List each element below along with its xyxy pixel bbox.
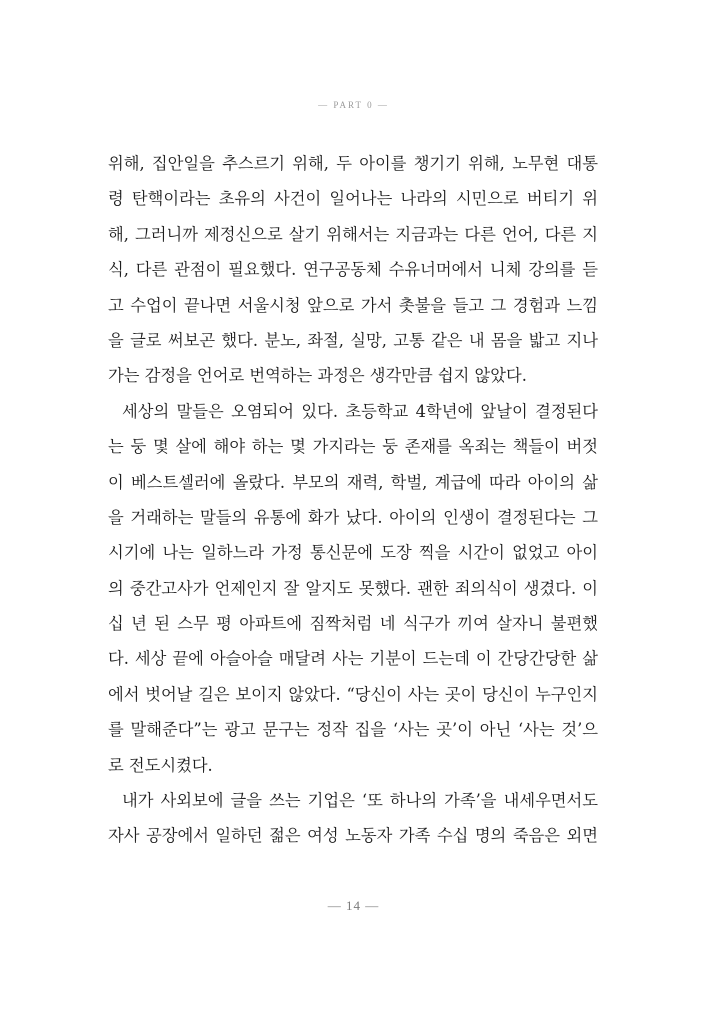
text-line: 로 전도시켰다. [108,755,213,775]
text-line: 을 글로 써보곤 했다. 분노, 좌절, 실망, 고통 같은 내 몸을 밟고 지나 [108,330,598,350]
text-line: 이 베스트셀러에 올랐다. 부모의 재력, 학벌, 계급에 따라 아이의 삶 [108,472,598,492]
text-line: 령 탄핵이라는 초유의 사건이 일어나는 나라의 시민으로 버티기 위 [108,189,598,209]
text-line: 다. 세상 끝에 아슬아슬 매달려 사는 기분이 드는데 이 간당간당한 삶 [108,649,598,669]
text-line: 의 중간고사가 언제인지 잘 알지도 못했다. 괜한 죄의식이 생겼다. 이 [108,578,598,598]
text-line: 을 거래하는 말들의 유통에 화가 났다. 아이의 인생이 결정된다는 그 [108,507,598,527]
text-line: 내가 사외보에 글을 쓰는 기업은 ‘또 하나의 가족’을 내세우면서도 [122,791,598,811]
running-header: — PART 0 — [318,100,389,110]
page-number: — 14 — [327,898,380,913]
text-line: 십 년 된 스무 평 아파트에 짐짝처럼 네 식구가 끼여 살자니 불편했 [108,614,598,634]
text-line: 를 말해준다”는 광고 문구는 정작 집을 ‘사는 곳’이 아닌 ‘사는 것’으 [108,720,598,740]
text-line: 자사 공장에서 일하던 젊은 여성 노동자 가족 수십 명의 죽음은 외면 [108,826,598,846]
text-line: 식, 다른 관점이 필요했다. 연구공동체 수유너머에서 니체 강의를 듣 [108,260,598,280]
text-line: 시기에 나는 일하느라 가정 통신문에 도장 찍을 시간이 없었고 아이 [108,543,598,563]
text-line: 세상의 말들은 오염되어 있다. 초등학교 4학년에 앞날이 결정된다 [122,401,598,421]
text-line: 해, 그러니까 제정신으로 살기 위해서는 지금과는 다른 언어, 다른 지 [108,224,598,244]
text-line: 위해, 집안일을 추스르기 위해, 두 아이를 챙기기 위해, 노무현 대통 [108,154,598,173]
text-line: 고 수업이 끝나면 서울시청 앞으로 가서 촛불을 들고 그 경험과 느낌 [108,295,598,315]
text-line: 가는 감정을 언어로 번역하는 과정은 생각만큼 쉽지 않았다. [108,366,527,386]
text-line: 는 둥 몇 살에 해야 하는 몇 가지라는 둥 존재를 옥죄는 책들이 버젓 [108,437,598,457]
text-line: 에서 벗어날 길은 보이지 않았다. “당신이 사는 곳이 당신이 누구인지 [108,684,598,704]
body-text [108,146,598,854]
